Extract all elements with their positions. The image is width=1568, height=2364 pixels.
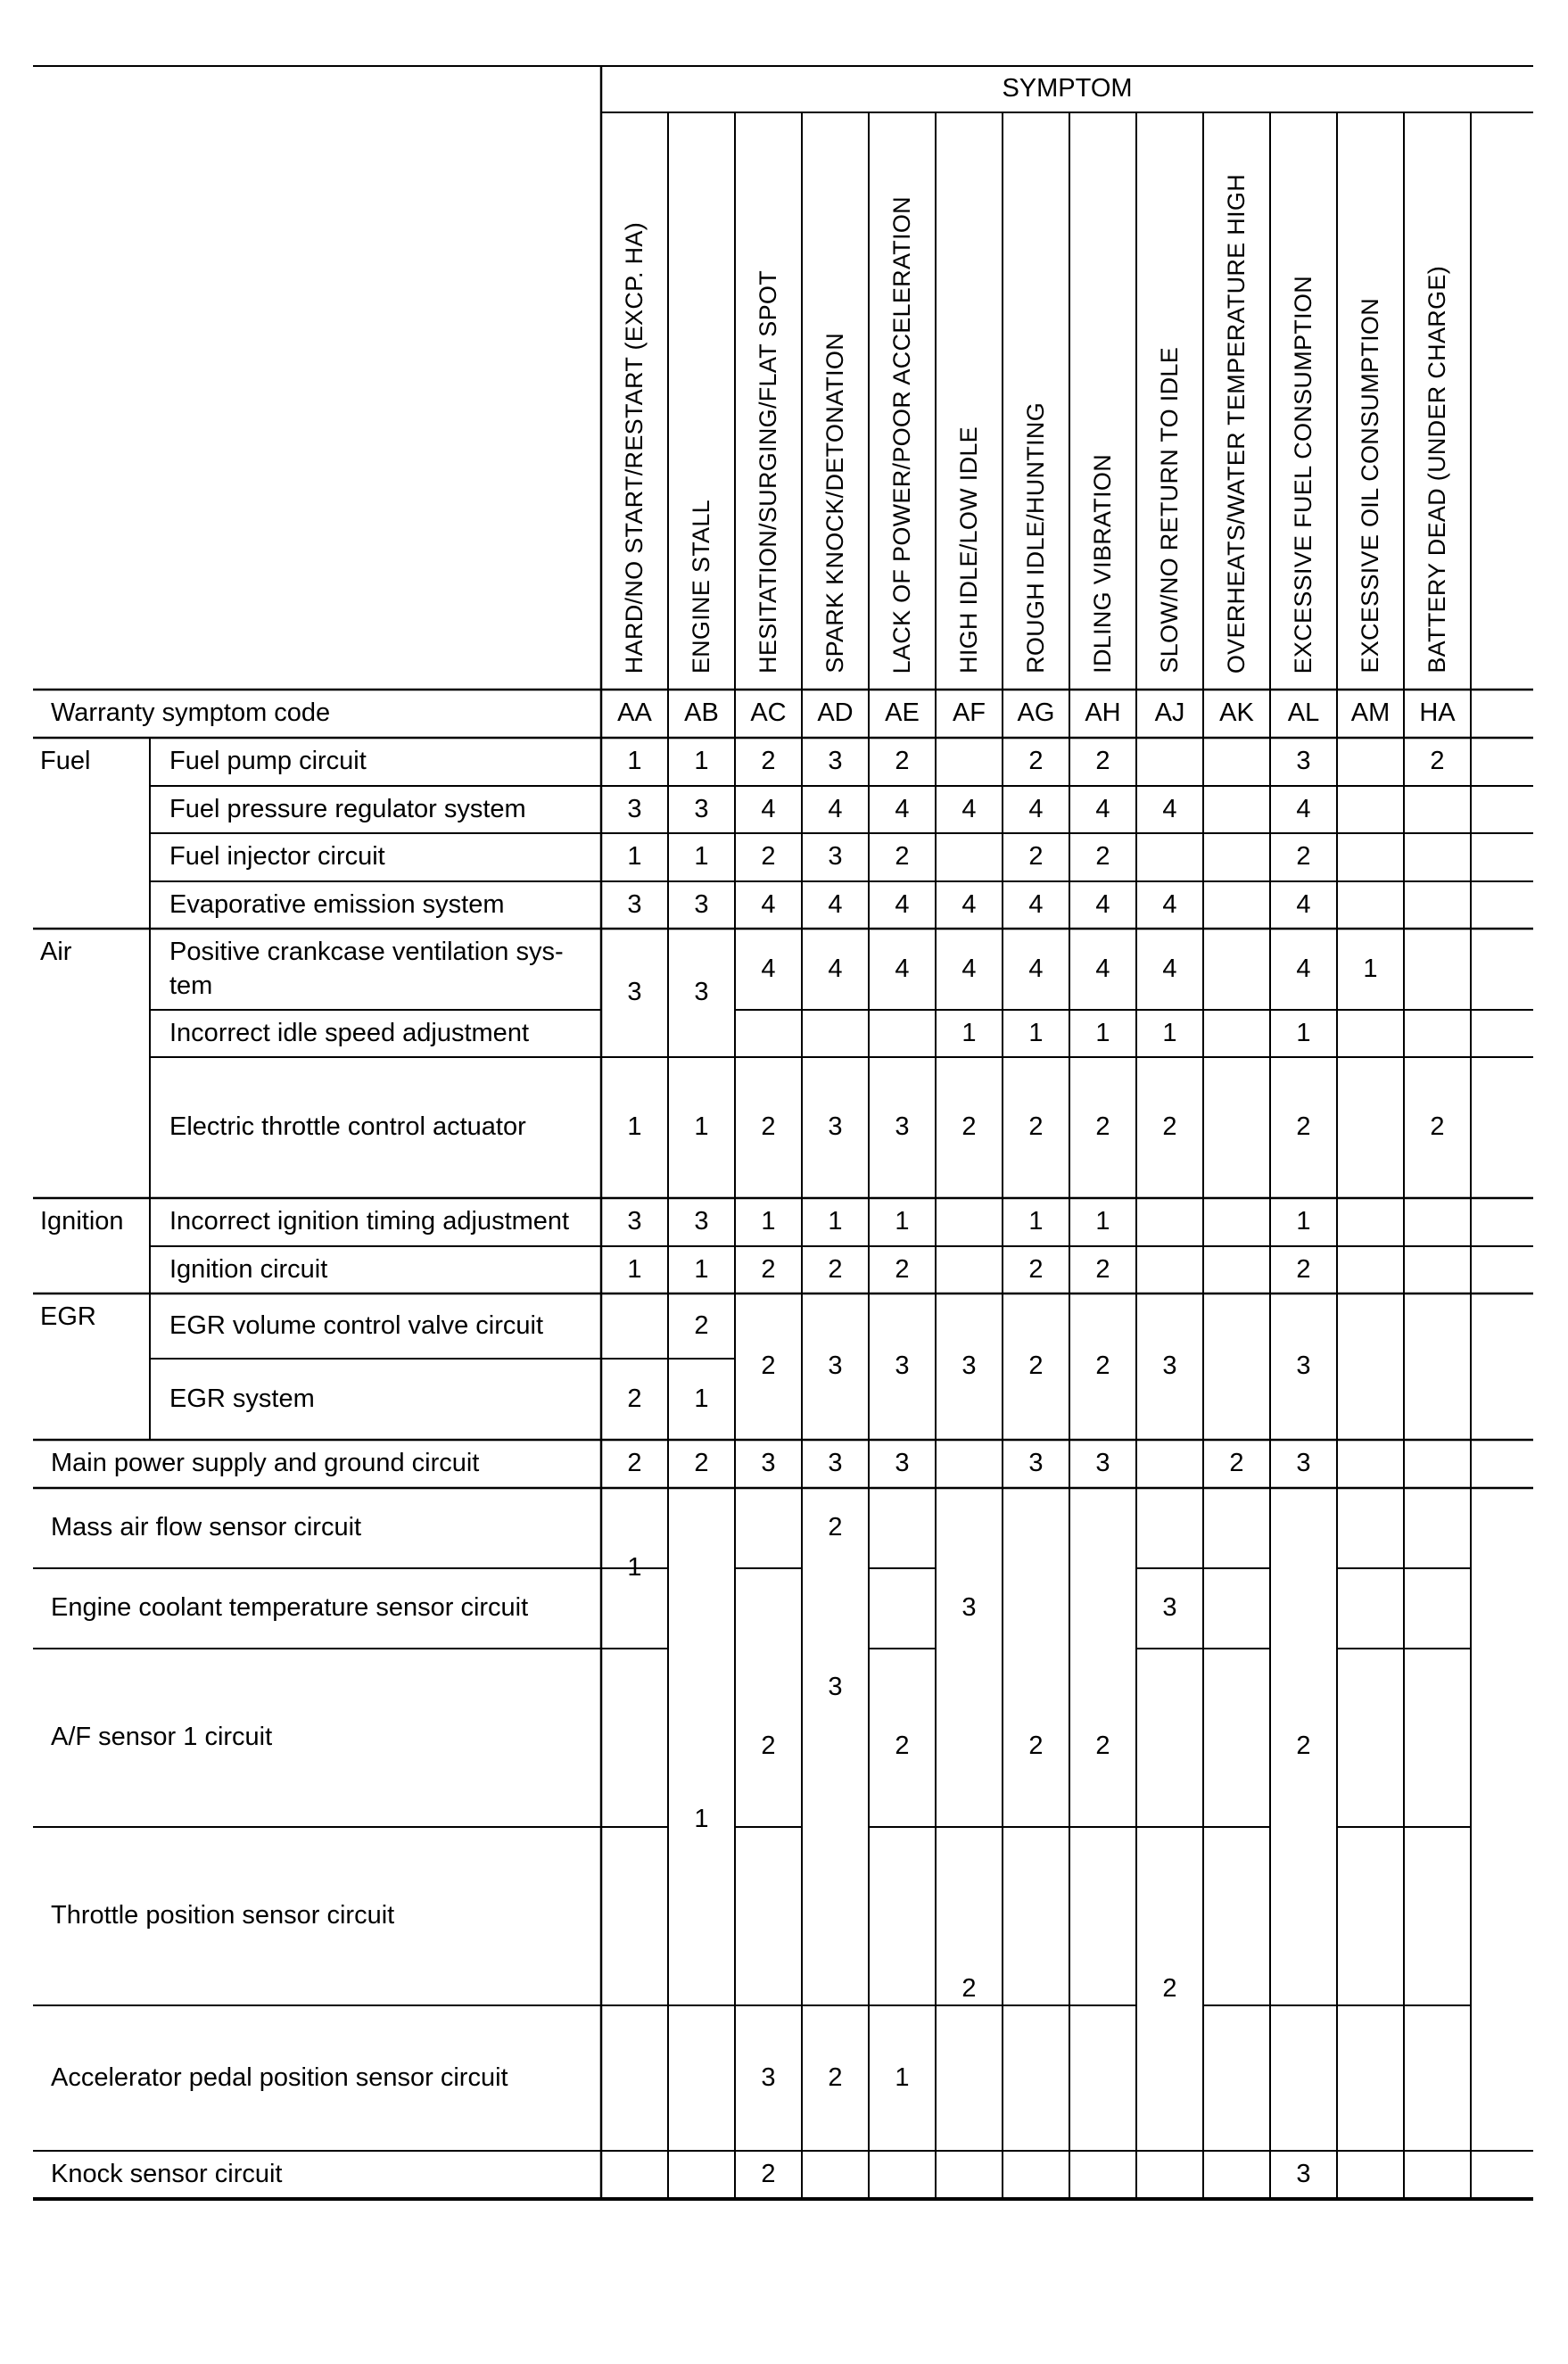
matrix-value: 2 [694, 1449, 709, 1478]
symptom-column-header [1136, 112, 1203, 690]
row-label: Fuel pressure regulator system [169, 794, 526, 823]
symptom-name: IDLING VIBRATION [1089, 454, 1116, 674]
matrix-value: 1 [828, 1207, 843, 1236]
matrix-value: 3 [828, 1449, 843, 1478]
matrix-value: 2 [1095, 1254, 1110, 1284]
matrix-value: 3 [761, 2062, 776, 2092]
matrix-value: 2 [1162, 1112, 1177, 1142]
matrix-value: 4 [1028, 889, 1044, 919]
matrix-value: 1 [694, 842, 709, 872]
symptom-name: OVERHEATS/WATER TEMPERATURE HIGH [1223, 173, 1250, 674]
group-label-ignition: Ignition [40, 1207, 124, 1236]
matrix-value: 1 [627, 842, 642, 872]
matrix-value: 2 [627, 1384, 642, 1413]
matrix-value: 4 [1095, 889, 1110, 919]
warranty-code: AA [617, 698, 652, 728]
matrix-value: 3 [761, 1449, 776, 1478]
matrix-value: 4 [895, 889, 910, 919]
matrix-value: 3 [895, 1351, 910, 1381]
matrix-value: 3 [1296, 1351, 1311, 1381]
matrix-value: 4 [1028, 794, 1044, 823]
symptom-name: SLOW/NO RETURN TO IDLE [1156, 347, 1183, 674]
warranty-code: AD [817, 698, 854, 728]
matrix-value: 2 [828, 1254, 843, 1284]
matrix-value: 2 [961, 1973, 977, 2003]
matrix-value: 4 [895, 794, 910, 823]
matrix-value: 3 [1296, 2160, 1311, 2189]
matrix-value: 2 [761, 842, 776, 872]
row-label: Engine coolant temperature sensor circuit [51, 1593, 529, 1623]
symptom-column-header [1203, 112, 1270, 690]
row-label: EGR volume control valve circuit [169, 1310, 544, 1340]
matrix-value: 2 [761, 1254, 776, 1284]
matrix-value: 4 [1028, 954, 1044, 983]
matrix-value: 4 [1296, 794, 1311, 823]
matrix-value: 3 [627, 1207, 642, 1236]
matrix-value: 1 [1095, 1018, 1110, 1047]
matrix-value: 3 [895, 1449, 910, 1478]
diagnostic-matrix-table [33, 65, 1533, 2298]
symptom-column-header [1003, 112, 1069, 690]
matrix-value: 3 [694, 889, 709, 919]
warranty-code: AE [885, 698, 920, 728]
group-label-egr: EGR [40, 1302, 96, 1331]
symptom-name: BATTERY DEAD (UNDER CHARGE) [1424, 266, 1450, 674]
matrix-value: 2 [1095, 747, 1110, 776]
matrix-value: 2 [1028, 1112, 1044, 1142]
matrix-value: 4 [1162, 889, 1177, 919]
row-label: A/F sensor 1 circuit [51, 1723, 273, 1752]
matrix-value: 1 [1095, 1207, 1110, 1236]
matrix-value: 2 [1296, 1112, 1311, 1142]
matrix-value: 2 [1095, 1351, 1110, 1381]
warranty-code: AM [1350, 698, 1391, 728]
warranty-code: AH [1085, 698, 1121, 728]
warranty-code: HA [1419, 698, 1456, 728]
matrix-value: 3 [1296, 1449, 1311, 1478]
matrix-value: 2 [1296, 1254, 1311, 1284]
matrix-value: 4 [761, 954, 776, 983]
matrix-value: 3 [694, 794, 709, 823]
matrix-value: 2 [1028, 1351, 1044, 1381]
matrix-value: 2 [961, 1112, 977, 1142]
matrix-value: 3 [828, 1673, 843, 1701]
row-label: Positive crankcase ventilation sys- tem [169, 937, 564, 1000]
matrix-value: 3 [1162, 1351, 1177, 1381]
matrix-value: 2 [828, 2062, 843, 2092]
symptom-name: ENGINE STALL [688, 499, 714, 674]
matrix-value: 2 [1095, 1732, 1110, 1761]
row-label: Electric throttle control actuator [169, 1112, 526, 1142]
matrix-value: 4 [1162, 794, 1177, 823]
matrix-value: 3 [961, 1351, 977, 1381]
matrix-value: 2 [1430, 1112, 1445, 1142]
matrix-value: 3 [828, 1351, 843, 1381]
matrix-value: 1 [694, 1112, 709, 1142]
row-label: Accelerator pedal position sensor circuit [51, 2062, 508, 2092]
matrix-value: 4 [828, 954, 843, 983]
matrix-value: 1 [627, 1254, 642, 1284]
symptom-name: SPARK KNOCK/DETONATION [821, 333, 848, 674]
matrix-value: 3 [694, 1207, 709, 1236]
row-label: Throttle position sensor circuit [51, 1901, 395, 1930]
symptom-name: HESITATION/SURGING/FLAT SPOT [755, 270, 781, 674]
matrix-value: 1 [1028, 1018, 1044, 1047]
matrix-value: 4 [1095, 794, 1110, 823]
matrix-value: 4 [1095, 954, 1110, 983]
matrix-value: 2 [761, 2160, 776, 2189]
symptom-column-header [668, 112, 735, 690]
matrix-value: 3 [627, 794, 642, 823]
matrix-value: 2 [1296, 842, 1311, 872]
matrix-value: 3 [1028, 1449, 1044, 1478]
group-label-fuel: Fuel [40, 747, 91, 776]
matrix-value: 3 [1296, 747, 1311, 776]
matrix-value: 2 [1095, 842, 1110, 872]
matrix-value: 2 [1028, 747, 1044, 776]
row-label: Main power supply and ground circuit [51, 1449, 480, 1478]
row-label: Evaporative emission system [169, 889, 505, 919]
symptom-column-header [802, 112, 869, 690]
matrix-value: 4 [1296, 954, 1311, 983]
matrix-value: 4 [895, 954, 910, 983]
matrix-value: 1 [627, 747, 642, 776]
symptom-name: ROUGH IDLE/HUNTING [1022, 402, 1049, 674]
matrix-value: 1 [1028, 1207, 1044, 1236]
matrix-value: 3 [1162, 1593, 1177, 1623]
symptom-column-header [1069, 112, 1136, 690]
matrix-value: 3 [961, 1593, 977, 1623]
warranty-code: AF [952, 698, 986, 728]
matrix-value: 2 [1229, 1449, 1244, 1478]
matrix-value: 1 [1296, 1207, 1311, 1236]
symptom-column-header [1404, 112, 1471, 690]
matrix-value: 2 [761, 1112, 776, 1142]
matrix-value: 1 [694, 1804, 709, 1833]
matrix-value: 2 [1028, 842, 1044, 872]
symptom-column-header [735, 112, 802, 690]
matrix-value: 3 [828, 747, 843, 776]
symptom-column-header [869, 112, 936, 690]
row-label: Knock sensor circuit [51, 2160, 283, 2189]
warranty-label: Warranty symptom code [51, 698, 331, 728]
matrix-value: 1 [761, 1207, 776, 1236]
matrix-value: 1 [694, 1384, 709, 1413]
warranty-code: AL [1287, 698, 1320, 728]
row-label: Fuel injector circuit [169, 842, 385, 872]
matrix-value: 4 [761, 889, 776, 919]
row-label: Incorrect ignition timing adjustment [169, 1207, 570, 1236]
matrix-value: 3 [828, 842, 843, 872]
matrix-value: 2 [1095, 1112, 1110, 1142]
matrix-value: 3 [694, 978, 709, 1007]
matrix-value: 4 [1296, 889, 1311, 919]
row-label: Ignition circuit [169, 1254, 328, 1284]
matrix-value: 1 [961, 1018, 977, 1047]
matrix-value: 2 [895, 747, 910, 776]
matrix-value: 3 [895, 1112, 910, 1142]
matrix-value: 3 [627, 889, 642, 919]
matrix-value: 2 [895, 842, 910, 872]
warranty-code: AG [1017, 698, 1055, 728]
matrix-value: 2 [761, 1732, 776, 1761]
warranty-code: AJ [1154, 698, 1185, 728]
matrix-value: 2 [1430, 747, 1445, 776]
matrix-value: 3 [1095, 1449, 1110, 1478]
symptom-header: SYMPTOM [1002, 73, 1133, 103]
symptom-name: EXCESSIVE OIL CONSUMPTION [1357, 298, 1383, 674]
matrix-value: 1 [895, 1207, 910, 1236]
matrix-value: 2 [895, 1732, 910, 1761]
matrix-value: 3 [627, 978, 642, 1007]
matrix-value: 4 [961, 954, 977, 983]
symptom-column-header [601, 112, 668, 690]
matrix-value: 4 [961, 889, 977, 919]
matrix-value: 2 [828, 1513, 843, 1542]
matrix-value: 1 [627, 1112, 642, 1142]
symptom-name: HARD/NO START/RESTART (EXCP. HA) [621, 221, 648, 674]
symptom-column-header [1270, 112, 1337, 690]
matrix-value: 1 [1162, 1018, 1177, 1047]
matrix-value: 1 [895, 2062, 910, 2092]
group-label-air: Air [40, 937, 72, 966]
matrix-value: 2 [895, 1254, 910, 1284]
row-label: Mass air flow sensor circuit [51, 1513, 362, 1542]
matrix-value: 2 [761, 747, 776, 776]
warranty-code: AB [684, 698, 719, 728]
warranty-code: AC [750, 698, 787, 728]
row-label: Incorrect idle speed adjustment [169, 1018, 529, 1047]
symptom-column-header [936, 112, 1003, 690]
symptom-name: EXCESSIVE FUEL CONSUMPTION [1290, 275, 1316, 674]
symptom-column-header [1337, 112, 1404, 690]
matrix-value: 2 [1162, 1973, 1177, 2003]
matrix-value: 1 [1363, 954, 1378, 983]
matrix-value: 2 [1028, 1254, 1044, 1284]
matrix-value: 2 [1028, 1732, 1044, 1761]
matrix-value: 4 [761, 794, 776, 823]
matrix-value: 1 [694, 1254, 709, 1284]
matrix-value: 3 [828, 1112, 843, 1142]
row-label: Fuel pump circuit [169, 747, 367, 776]
warranty-code: AK [1219, 698, 1254, 728]
symptom-name: HIGH IDLE/LOW IDLE [955, 426, 982, 674]
matrix-value: 1 [627, 1553, 642, 1583]
matrix-value: 4 [1162, 954, 1177, 983]
matrix-value: 4 [828, 794, 843, 823]
matrix-value: 2 [761, 1351, 776, 1381]
matrix-value: 4 [961, 794, 977, 823]
matrix-value: 1 [1296, 1018, 1311, 1047]
matrix-value: 2 [694, 1310, 709, 1340]
matrix-value: 4 [828, 889, 843, 919]
row-label: EGR system [169, 1384, 315, 1413]
matrix-value: 2 [1296, 1732, 1311, 1761]
matrix-value: 1 [694, 747, 709, 776]
matrix-value: 2 [627, 1449, 642, 1478]
symptom-name: LACK OF POWER/POOR ACCELERATION [888, 195, 915, 674]
